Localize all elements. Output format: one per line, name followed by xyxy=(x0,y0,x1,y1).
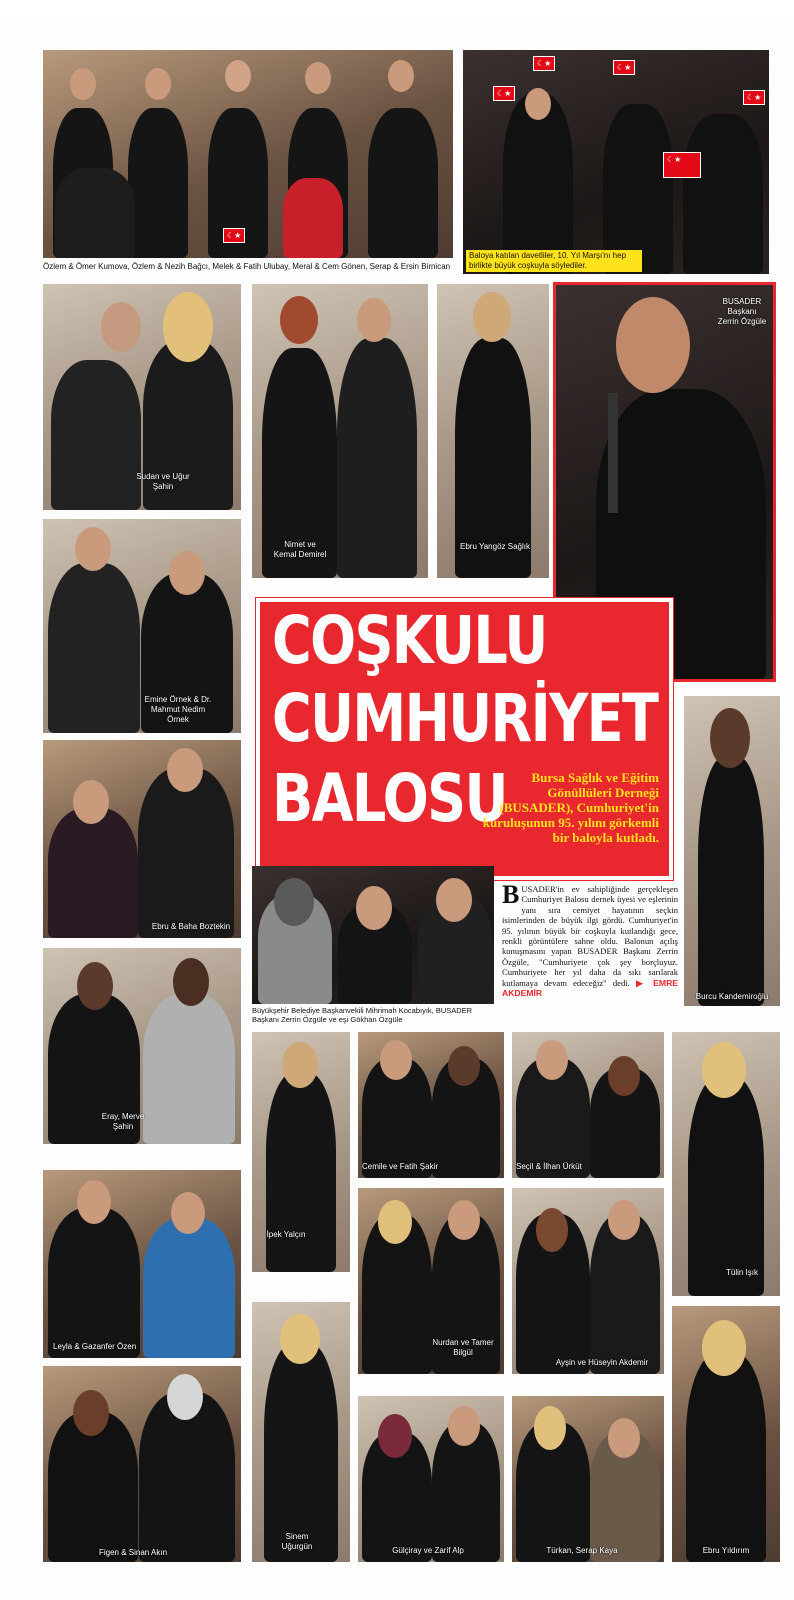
eray-caption: Eray, Merve Şahin xyxy=(101,1112,145,1131)
burcu-caption: Burcu Kandemiroğlu xyxy=(695,992,769,1001)
eray-photo xyxy=(43,948,241,1144)
headline-line-2: CUMHURİYET xyxy=(272,680,658,757)
headline-subtitle: Bursa Sağlık ve Eğitim Gönüllüleri Derneği (BUSADER), Cumhuriyet'in kuruluşunun 95. yılını görkemli bir baloyla kutladı. xyxy=(482,770,659,845)
sudan-photo xyxy=(43,284,241,510)
article-body xyxy=(502,880,679,999)
nimet-caption: Nimet ve Kemal Demirel xyxy=(273,540,327,559)
figen-photo xyxy=(43,1366,241,1562)
ipek-photo xyxy=(252,1032,350,1272)
leyla-photo xyxy=(43,1170,241,1358)
headline-line-3: BALOSU xyxy=(272,760,507,837)
ebru-boztekin-caption: Ebru & Baha Boztekin xyxy=(151,922,231,931)
cemile-caption: Cemile ve Fatih Şakir xyxy=(362,1162,439,1171)
aysin-caption: Ayşin ve Hüseyin Akdemir xyxy=(555,1358,649,1367)
aysin-photo xyxy=(512,1188,664,1374)
secil-photo xyxy=(512,1032,664,1178)
top-margin xyxy=(0,0,794,18)
tulin-caption: Tülin Işık xyxy=(725,1268,758,1277)
ebru-yildirim-caption: Ebru Yıldırım xyxy=(702,1546,750,1555)
ebru-boztekin-photo xyxy=(43,740,241,938)
anthem-photo xyxy=(463,50,769,274)
figen-caption: Figen & Sinan Akın xyxy=(98,1548,168,1557)
nurdan-caption: Nurdan ve Tamer Bilgül xyxy=(432,1338,494,1357)
anthem-caption: Baloya katılan davetliler, 10. Yıl Marşı'nı hep birlikte büyük coşkuyla söylediler. xyxy=(466,250,642,272)
article-dropcap: B xyxy=(502,880,520,909)
burcu-photo xyxy=(684,696,780,1006)
turkan-photo xyxy=(512,1396,664,1562)
ipek-caption: İpek Yalçın xyxy=(266,1230,306,1239)
ebru-yangoz-photo xyxy=(437,284,549,578)
emine-caption: Emine Örnek & Dr. Mahmut Nedim Örnek xyxy=(144,695,212,724)
nimet-photo xyxy=(252,284,428,578)
leyla-caption: Leyla & Gazanfer Özen xyxy=(53,1342,137,1351)
sinem-caption: Sinem Uğurgün xyxy=(281,1532,313,1551)
cemile-photo xyxy=(358,1032,504,1178)
turkan-caption: Türkan, Serap Kaya xyxy=(546,1546,618,1555)
gulciray-photo xyxy=(358,1396,504,1562)
emine-photo xyxy=(43,519,241,733)
gulciray-caption: Gülçiray ve Zarif Alp xyxy=(392,1546,464,1555)
ebru-yildirim-photo xyxy=(672,1306,780,1562)
mihrimah-caption: Büyükşehir Belediye Başkanvekili Mihrimah Kocabıyık, BUSADER Başkanı Zerrin Özgüle ve eşi Gökhan Özgüle xyxy=(252,1006,473,1024)
headline-box xyxy=(256,598,673,880)
zerrin-caption: BUSADER Başkanı Zerrin Özgüle xyxy=(717,297,767,326)
tulin-photo xyxy=(672,1032,780,1296)
sudan-caption: Sudan ve Uğur Şahin xyxy=(136,472,190,491)
nurdan-photo xyxy=(358,1188,504,1374)
article-author: ▶ EMRE AKDEMİR xyxy=(502,977,679,999)
secil-caption: Seçil & İlhan Ürküt xyxy=(516,1162,582,1171)
ebru-yangoz-caption: Ebru Yangöz Sağlık xyxy=(460,542,530,551)
group-photo-caption: Özlem & Ömer Kumova, Özlem & Nezih Bağcı, Melek & Fatih Ulubay, Meral & Cem Gönen, Serap & Ersin Birnican xyxy=(43,262,451,271)
mihrimah-photo xyxy=(252,866,494,1004)
headline-line-1: COŞKULU xyxy=(272,602,547,679)
group-photo xyxy=(43,50,453,258)
article-text: USADER'in ev sahipliğinde gerçekleşen Cumhuriyet Balosu dernek üyesi ve eşlerinin yanı sıra cemiyet hayatının seçkin isimlerinden de büyük ilgi gördü. Cumhuriyet'in 95. yılının büyük bir coşkuyla kutlandığı gece, renkli görüntülere sahne oldu. Balonun açılış konuşmasını yapan BUSADER Başkanı Zerrin Özgüle, "Cumhuriyete çok şey borçluyuz. Cumhuriyete her yıl daha da sıkı sarılarak kutlamaya devam edeceğiz" dedi. xyxy=(502,884,678,988)
sinem-photo xyxy=(252,1302,350,1562)
